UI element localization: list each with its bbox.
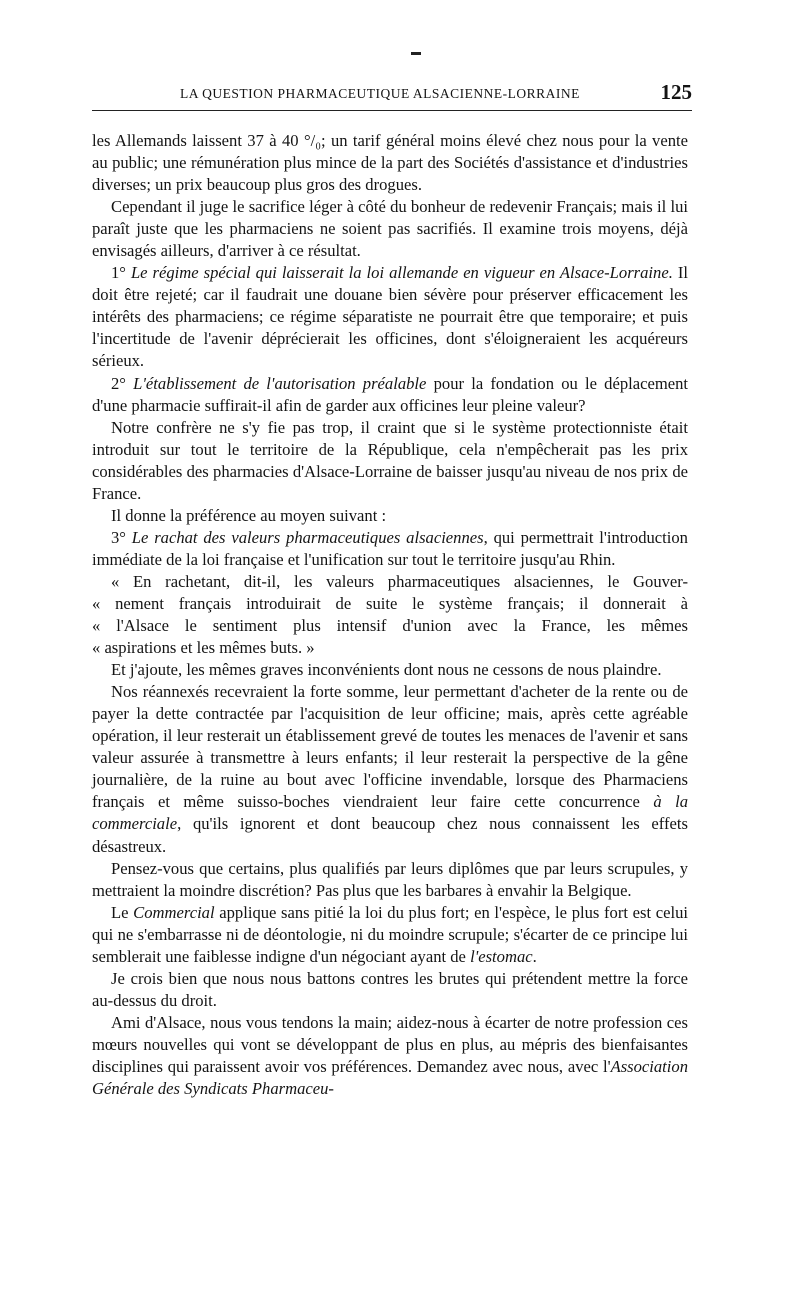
quote-line: « l'Alsace le sentiment plus intensif d'union avec la France, les mêmes — [92, 616, 688, 636]
text-run: Et j'ajoute, les mêmes graves inconvénients dont nous ne cessons de nous plaindre. — [111, 660, 662, 680]
quote-line: « aspirations et les mêmes buts. » — [92, 638, 315, 658]
paragraph — [92, 681, 688, 857]
paragraph — [92, 1012, 688, 1100]
paragraph — [92, 902, 688, 968]
text-run: Notre confrère ne s'y fie pas trop, il craint que si le système protectionniste était introduit sur tout le territoire de la République, cela n'empêcherait pas les prix considérables des pharmacies d'Alsace-Lorraine de baisser jusqu'au niveau de nos prix de France. — [92, 417, 688, 503]
paragraph — [92, 659, 688, 681]
italic-text: à la commerciale — [92, 792, 688, 834]
text-run: Je crois bien que nous nous battons contres les brutes qui prétendent mettre la force au-dessus du droit. — [92, 968, 688, 1010]
text-run: les Allemands laissent 37 à 40 °/₀; un tarif général moins élevé chez nous pour la vente au public; une rémunération plus mince de la part des Sociétés d'assistance et d'industries diverses; un prix beaucoup plus gros des drogues. — [92, 131, 688, 195]
running-header — [92, 78, 692, 118]
italic-text: Le régime spécial qui laisserait la loi allemande en vigueur en Alsace-Lorraine. — [130, 263, 673, 283]
paragraph-group-1 — [92, 130, 688, 571]
paragraph-group-2 — [92, 659, 688, 1100]
text-run: , qui permettrait l'introduction immédiate de la loi française et l'unification sur tout le territoire jusqu'au Rhin. — [92, 527, 688, 569]
quote-line: « nement français introduirait de suite le système français; il donnerait à — [92, 593, 688, 613]
text-run: 1° — [111, 263, 131, 283]
text-run: pour la fondation ou le déplacement d'une pharmacie suffirait-il afin de garder aux officines leur pleine valeur? — [92, 373, 688, 415]
italic-text: Le rachat des valeurs pharmaceutiques alsaciennes — [131, 527, 484, 547]
text-run: Cependant il juge le sacrifice léger à côté du bonheur de redevenir Français; mais il lui paraît juste que les pharmaciens ne soient pas sacrifiés. Il examine trois moyens, déjà envisagés ailleurs, d'arriver à ce résultat. — [92, 197, 688, 261]
text-run: Ami d'Alsace, nous vous tendons la main; aidez-nous à écarter de notre profession ces mœurs nouvelles qui vont se développant de plus en plus, au mépris des bienfaisantes disciplines qui paraissent avoir vos préférences. Demandez avec nous, avec l' — [92, 1012, 688, 1076]
text-run: Il donne la préférence au moyen suivant : — [111, 505, 387, 525]
text-run: , qu'ils ignorent et dont beaucoup chez nous connaissent les effets désastreux. — [92, 814, 688, 856]
paragraph — [92, 527, 688, 571]
paragraph — [92, 262, 688, 372]
text-run: Pensez-vous que certains, plus qualifiés par leurs diplômes que par leurs scrupules, y mettraient la moindre discrétion? Pas plus que les barbares à envahir la Belgique. — [92, 858, 688, 900]
italic-text: L'établissement de l'autorisation préalable — [133, 373, 427, 393]
paragraph — [92, 196, 688, 262]
block-quote — [92, 571, 688, 659]
paragraph — [92, 130, 688, 196]
text-run: Il doit être rejeté; car il faudrait une douane bien sévère pour préserver efficacement les intérêts des pharmaciens; ce régime séparatiste ne pourrait être que temporaire; et puis l'incertitude de l'avenir déprécierait les officines, dont s'éloigneraient les acquéreurs sérieux. — [92, 263, 688, 371]
running-title: LA QUESTION PHARMACEUTIQUE ALSACIENNE-LORRAINE — [180, 86, 580, 101]
paragraph — [92, 373, 688, 417]
page — [92, 40, 692, 1100]
page-number: 125 — [660, 80, 692, 104]
text-run: Le — [111, 902, 134, 922]
paragraph — [92, 968, 688, 1012]
text-run: . — [532, 946, 537, 966]
quote-line: « En rachetant, dit-il, les valeurs pharmaceutiques alsaciennes, le Gouver- — [111, 571, 688, 591]
italic-text: Commercial — [133, 902, 215, 922]
paragraph — [92, 858, 688, 902]
header-rule — [92, 110, 692, 111]
text-run: 2° — [111, 373, 134, 393]
italic-text: l'estomac — [470, 946, 533, 966]
paragraph — [92, 417, 688, 505]
paragraph — [92, 505, 688, 527]
body-text — [92, 130, 688, 1100]
text-run: applique sans pitié la loi du plus fort; en l'espèce, le plus fort est celui qui ne s'embarrasse ni de déontologie, ni du moindre scrupule; s'écarter de ce principe lui semblerait une faiblesse indigne d'un négociant ayant de — [92, 902, 688, 966]
text-run: Nos réannexés recevraient la forte somme, leur permettant d'acheter de la rente ou de payer la dette contractée par l'acquisition de leur officine; mais, après cette agréable opération, il leur resterait un établissement grevé de toutes les menaces de l'avenir et sans valeur assurée à transmettre à leurs enfants; il leur resterait la perspective de la gêne journalière, de la ruine au bout avec l'officine invendable, lorsque des Pharmaciens français et même suisso-boches viendraient leur faire cette concurrence — [92, 682, 688, 812]
text-run: 3° — [111, 527, 132, 547]
italic-text: Association Générale des Syndicats Pharmaceu- — [92, 1056, 688, 1099]
